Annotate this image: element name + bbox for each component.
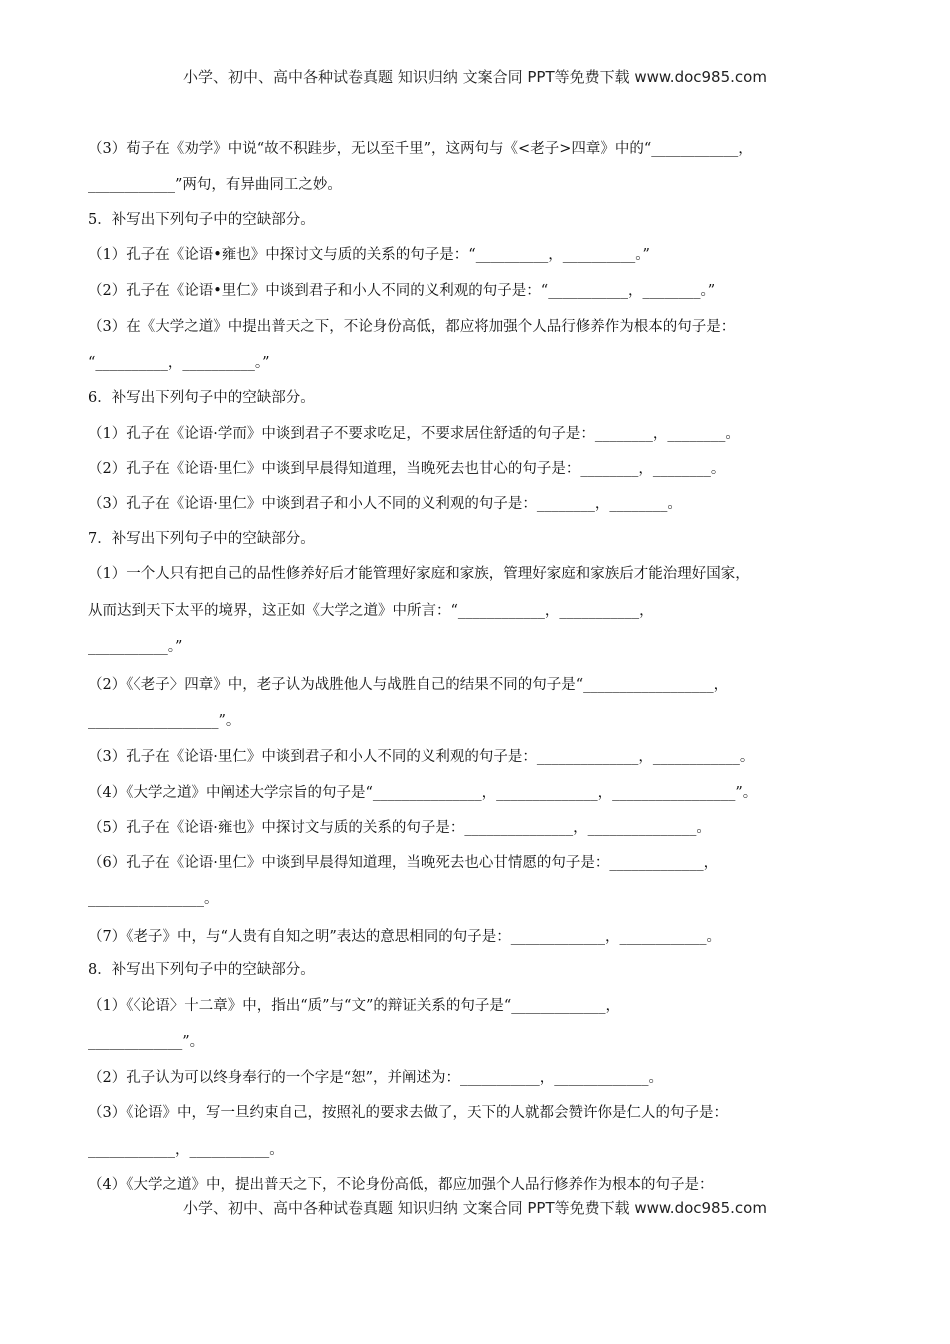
- question-line: （1）孔子在《论语•雍也》中探讨文与质的关系的句子是：“__________，__________。”: [88, 247, 650, 263]
- question-line: （3）孔子在《论语·里仁》中谈到君子和小人不同的义利观的句子是：________，________。: [88, 496, 682, 512]
- section-heading: 8．补写出下列句子中的空缺部分。: [88, 962, 315, 978]
- question-line: （3）《论语》中，写一旦约束自己，按照礼的要求去做了，天下的人就都会赞许你是仁人的句子是：: [88, 1105, 728, 1121]
- section-heading: 7．补写出下列句子中的空缺部分。: [88, 531, 315, 547]
- section-heading: 5．补写出下列句子中的空缺部分。: [88, 212, 315, 228]
- question-line: ____________”两句，有异曲同工之妙。: [88, 177, 342, 193]
- question-line: 从而达到天下太平的境界，这正如《大学之道》中所言：“____________，___________，: [88, 603, 654, 619]
- question-line: _____________”。: [88, 1034, 205, 1050]
- question-line: （4）《大学之道》中阐述大学宗旨的句子是“_______________，______________，_________________”。: [88, 785, 758, 801]
- question-line: （5）孔子在《论语·雍也》中探讨文与质的关系的句子是：_______________，_______________。: [88, 820, 711, 836]
- question-line: __________________”。: [88, 713, 241, 729]
- question-line: （2）《〈老子〉四章》中，老子认为战胜他人与战胜自己的结果不同的句子是“__________________，: [88, 677, 729, 693]
- section-heading: 6．补写出下列句子中的空缺部分。: [88, 390, 315, 406]
- question-line: （3）孔子在《论语·里仁》中谈到君子和小人不同的义利观的句子是：______________，____________。: [88, 749, 755, 765]
- question-line: “__________，__________。”: [88, 355, 270, 371]
- question-line: （1）孔子在《论语·学而》中谈到君子不要求吃足，不要求居住舒适的句子是：________，________。: [88, 426, 740, 442]
- question-line: ___________。”: [88, 639, 183, 655]
- question-line: ____________，___________。: [88, 1142, 284, 1158]
- page-header: 小学、初中、高中各种试卷真题 知识归纳 文案合同 PPT等免费下载 www.doc985.com: [183, 68, 767, 86]
- page-footer: 小学、初中、高中各种试卷真题 知识归纳 文案合同 PPT等免费下载 www.doc985.com: [183, 1199, 767, 1217]
- question-line: （2）孔子在《论语·里仁》中谈到早晨得知道理，当晚死去也甘心的句子是：________，________。: [88, 461, 726, 477]
- question-line: ________________。: [88, 891, 219, 907]
- question-line: （3）在《大学之道》中提出普天之下，不论身份高低，都应将加强个人品行修养作为根本的句子是：: [88, 319, 736, 335]
- question-line: （6）孔子在《论语·里仁》中谈到早晨得知道理，当晚死去也心甘情愿的句子是：_____________，: [88, 855, 719, 871]
- question-line: （1）《〈论语〉十二章》中，指出“质”与“文”的辩证关系的句子是“_____________，: [88, 998, 621, 1014]
- question-line: （3）荀子在《劝学》中说“故不积跬步，无以至千里”，这两句与《<老子>四章》中的“____________，: [88, 141, 753, 157]
- question-line: （7）《老子》中，与“人贵有自知之明”表达的意思相同的句子是：_____________，____________。: [88, 929, 722, 945]
- question-line: （2）孔子认为可以终身奉行的一个字是“恕”，并阐述为：___________，_____________。: [88, 1070, 664, 1086]
- question-line: （1）一个人只有把自己的品性修养好后才能管理好家庭和家族，管理好家庭和家族后才能治理好国家，: [88, 566, 750, 582]
- question-line: （2）孔子在《论语•里仁》中谈到君子和小人不同的义利观的句子是：“___________，________。”: [88, 283, 716, 299]
- question-line: （4）《大学之道》中，提出普天之下，不论身份高低，都应加强个人品行修养作为根本的句子是：: [88, 1177, 714, 1193]
